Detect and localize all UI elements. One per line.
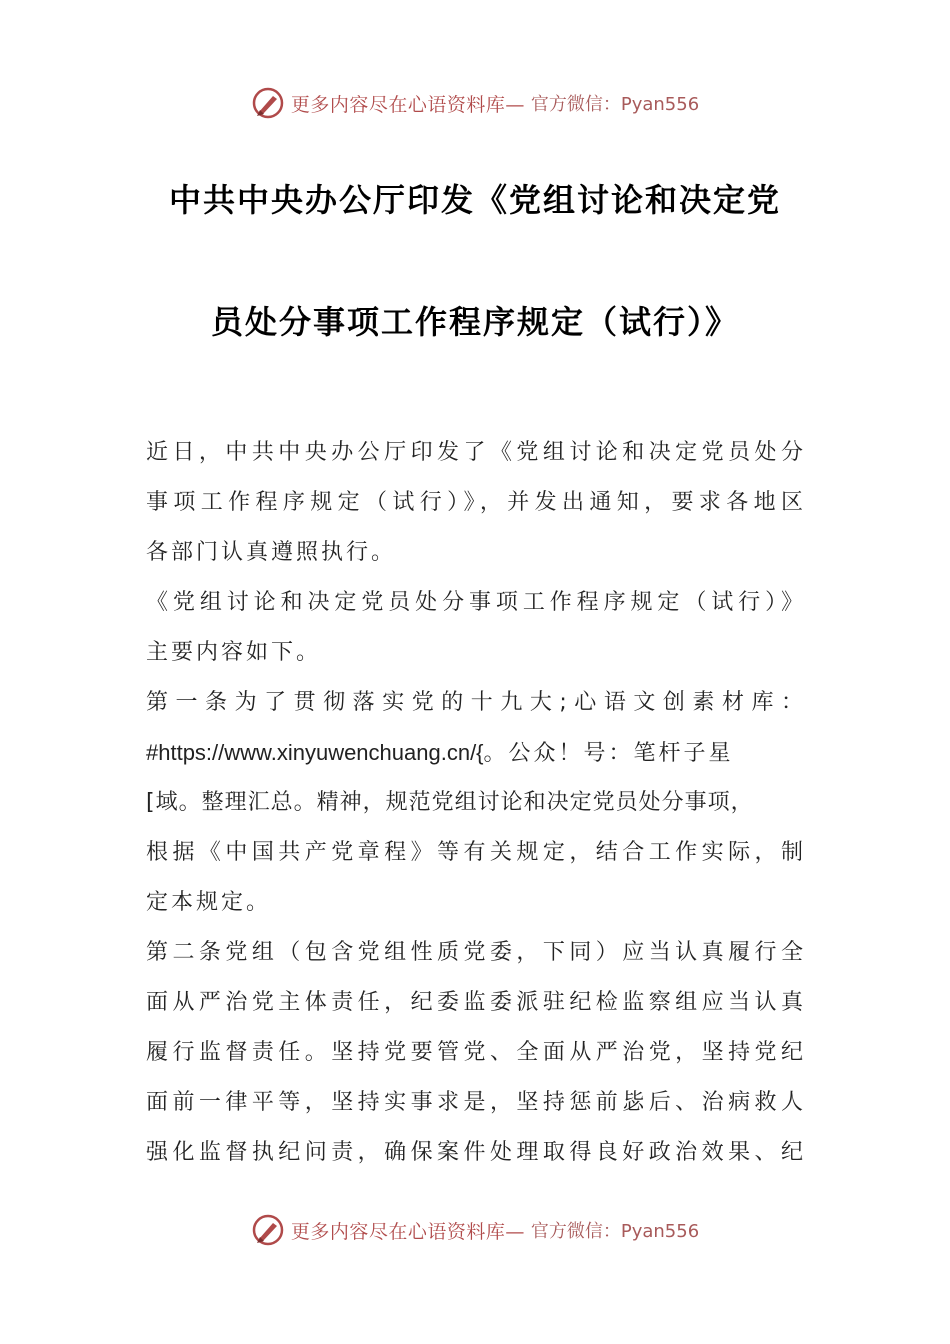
body-line: 主要内容如下。 [146, 640, 322, 665]
body-line: 面从严治党主体责任，纪委监委派驻纪检监察组应当认真 [146, 990, 806, 1015]
document-body [146, 428, 806, 1178]
body-line: 近日，中共中央办公厅印发了《党组讨论和决定党员处分 [146, 440, 806, 465]
banner-sub-text: 官方微信：Pyan556 [530, 94, 700, 115]
body-line: 各部门认真遵照执行。 [146, 540, 397, 565]
source-url-text: #https://www.xinyuwenchuang.cn/{ [146, 740, 484, 765]
pen-logo-icon [251, 1213, 285, 1247]
body-line: 定本规定。 [146, 890, 272, 915]
banner-sub-text: 官方微信：Pyan556 [530, 1221, 700, 1242]
body-line-with-url [146, 728, 806, 778]
body-line: 《党组讨论和决定党员处分事项工作程序规定（试行）》 [146, 590, 806, 615]
document-title-line-2: 员处分事项工作程序规定（试行）》 [210, 303, 739, 341]
pen-logo-icon [251, 86, 285, 120]
body-line: 履行监督责任。坚持党要管党、全面从严治党，坚持党纪 [146, 1040, 806, 1065]
body-line-tail: 。公众！号：笔杆子星 [483, 741, 734, 766]
body-line: 根据《中国共产党章程》等有关规定，结合工作实际，制 [146, 840, 806, 865]
footer-watermark-banner [0, 1210, 950, 1250]
body-line: 第二条党组（包含党组性质党委，下同）应当认真履行全 [146, 940, 806, 965]
banner-main-text: 更多内容尽在心语资料库— [290, 93, 525, 116]
header-watermark-banner [0, 83, 950, 123]
document-title-line-1: 中共中央办公厅印发《党组讨论和决定党 [168, 181, 781, 219]
banner-main-text: 更多内容尽在心语资料库— [290, 1220, 525, 1243]
body-line: 第一条为了贯彻落实党的十九大;心语文创素材库： [146, 690, 806, 715]
body-line: 事项工作程序规定（试行）》，并发出通知，要求各地区 [146, 490, 806, 515]
body-line: [域。整理汇总。精神，规范党组讨论和决定党员处分事项， [146, 790, 754, 815]
body-line: 强化监督执纪问责，确保案件处理取得良好政治效果、纪 [146, 1140, 806, 1165]
body-line: 面前一律平等，坚持实事求是，坚持惩前毖后、治病救人 [146, 1090, 806, 1115]
